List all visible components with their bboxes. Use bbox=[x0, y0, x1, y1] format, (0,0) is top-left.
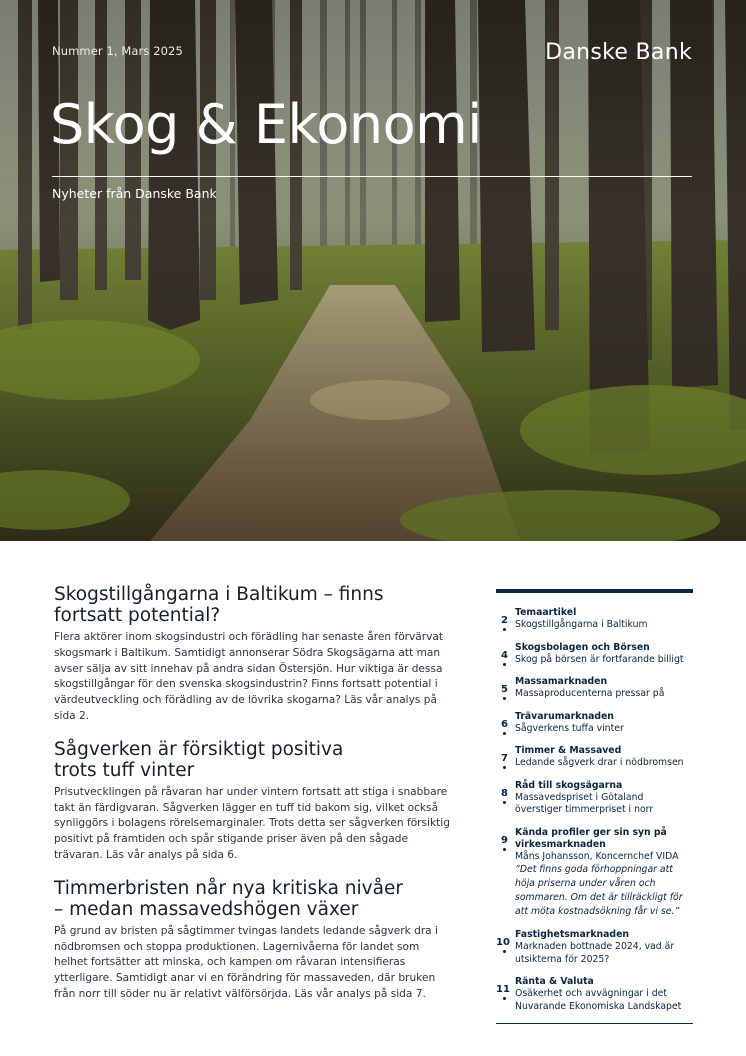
toc-page-number: 8 bbox=[501, 787, 508, 799]
bullet-icon bbox=[503, 997, 506, 1000]
toc-subheading: Massavedspriset i Götaland överstiger timmerpriset i norr bbox=[515, 791, 654, 815]
toc-item[interactable] bbox=[496, 929, 693, 966]
toc-item[interactable] bbox=[496, 642, 693, 667]
article-summary bbox=[54, 584, 454, 725]
article-heading bbox=[54, 878, 454, 920]
article-heading-line: trots tuff vinter bbox=[54, 759, 195, 781]
toc-bottom-rule bbox=[496, 1023, 693, 1024]
bullet-icon bbox=[503, 801, 506, 804]
article-body: Flera aktörer inom skogsindustri och förädling har senaste åren förvärvat skogsmark i Baltikum. Samtidigt annonserar Södra Skogsägarna att man avser sälja av sitt innehav på andra sidan Östersjön. Hur viktiga är dessa skogstillgångar för den svenska skogsindustrin? Finns fortsatt potential i värdeutveckling och förädling av de lövrika skogarna? Läs vår analys på sida 2. bbox=[54, 631, 444, 722]
toc-heading: Massamarknaden bbox=[515, 676, 608, 687]
toc-page-number: 9 bbox=[501, 834, 508, 846]
toc-item[interactable] bbox=[496, 780, 693, 817]
toc-heading: Timmer & Massaved bbox=[515, 745, 622, 756]
toc-subheading: Skog på börsen är fortfarande billigt bbox=[515, 653, 684, 665]
toc-heading: Ränta & Valuta bbox=[515, 976, 594, 987]
toc-page-number: 6 bbox=[501, 718, 508, 730]
toc-subheading: Sågverkens tuffa vinter bbox=[515, 722, 624, 734]
toc-heading: Trävarumarknaden bbox=[515, 710, 614, 722]
bullet-icon bbox=[503, 848, 506, 851]
bullet-icon bbox=[503, 697, 506, 700]
toc-subheading: Måns Johansson, Koncernchef VIDA bbox=[515, 850, 679, 862]
toc-page-number: 11 bbox=[496, 984, 510, 995]
issue-label: Nummer 1, Mars 2025 bbox=[52, 44, 183, 58]
article-body: På grund av bristen på sågtimmer tvingas landets ledande sågverk dra i nödbromsen och stoppa produktionen. Lagernivåerna för landet som helhet fortsätter att minska, och kampen om råvaran intensifieras ytterligare. Samtidigt anar vi en förändring för massaveden, där bruken från norr till söder nu är relativt välförsörjda. Läs vår analys på sida 7. bbox=[54, 924, 438, 1000]
article-list bbox=[54, 584, 454, 1017]
toc-heading: Temaartikel bbox=[515, 607, 577, 618]
title-divider bbox=[52, 176, 692, 177]
brand-logo: Danske Bank bbox=[545, 40, 692, 65]
article-heading bbox=[54, 584, 454, 626]
bullet-icon bbox=[503, 663, 506, 666]
toc-heading: Råd till skogsägarna bbox=[515, 779, 623, 791]
toc-quote: ”Det finns goda förhoppningar att höja priserna under våren och sommaren. Om det är tillräckligt för att möta kostnadsökning får vi se.” bbox=[515, 864, 683, 917]
article-summary bbox=[54, 878, 454, 1003]
toc-subheading: Skogstillgångarna i Baltikum bbox=[515, 619, 648, 630]
article-heading-line: Skogstillgångarna i Baltikum – finns bbox=[54, 584, 384, 605]
toc-page-number: 2 bbox=[501, 615, 508, 626]
page-title: Skog & Ekonomi bbox=[50, 93, 482, 156]
toc-subheading: Marknaden bottnade 2024, vad är utsikterna för 2025? bbox=[515, 941, 675, 965]
toc-item[interactable] bbox=[496, 745, 693, 770]
toc-item[interactable] bbox=[496, 976, 693, 1013]
article-heading-line: fortsatt potential? bbox=[54, 605, 221, 626]
article-heading-line: Timmerbristen når nya kritiska nivåer bbox=[54, 877, 403, 899]
toc-item[interactable] bbox=[496, 827, 693, 920]
table-of-contents bbox=[496, 589, 693, 1024]
article-summary bbox=[54, 739, 454, 864]
article-heading-line: – medan massavedshögen växer bbox=[54, 898, 359, 920]
toc-heading: Fastighetsmarknaden bbox=[515, 929, 630, 940]
page-subtitle: Nyheter från Danske Bank bbox=[52, 186, 217, 201]
toc-subheading: Osäkerhet och avvägningar i det Nuvarande Ekonomiska Landskapet bbox=[515, 988, 682, 1012]
toc-page-number: 10 bbox=[496, 937, 510, 948]
article-body: Prisutvecklingen på råvaran har under vintern fortsatt att stiga i snabbare takt än färdigvaran. Sågverken lägger en tuff tid bakom sig, vilket också synliggörs i bolagens rörelsemarginaler. Trots detta ser sågverken försiktig positivt på framtiden och spår stigande priser även på den sågade trävaran. Läs vår analys på sida 6. bbox=[54, 785, 450, 861]
article-heading bbox=[54, 739, 454, 781]
toc-page-number: 4 bbox=[501, 649, 508, 661]
bullet-icon bbox=[503, 732, 506, 735]
toc-subheading: Ledande sågverk drar i nödbromsen bbox=[515, 757, 684, 768]
toc-item[interactable] bbox=[496, 676, 693, 701]
toc-subheading: Massaproducenterna pressar på bbox=[515, 688, 665, 699]
bullet-icon bbox=[503, 950, 506, 953]
toc-heading: Kända profiler ger sin syn på virkesmarknaden bbox=[515, 826, 667, 850]
toc-page-number: 7 bbox=[501, 753, 508, 764]
article-heading-line: Sågverken är försiktigt positiva bbox=[54, 738, 344, 760]
toc-top-bar bbox=[496, 589, 693, 593]
toc-item[interactable] bbox=[496, 711, 693, 736]
toc-heading: Skogsbolagen och Börsen bbox=[515, 641, 650, 653]
bullet-icon bbox=[503, 628, 506, 631]
toc-item[interactable] bbox=[496, 607, 693, 632]
toc-page-number: 5 bbox=[501, 684, 508, 695]
bullet-icon bbox=[503, 766, 506, 769]
